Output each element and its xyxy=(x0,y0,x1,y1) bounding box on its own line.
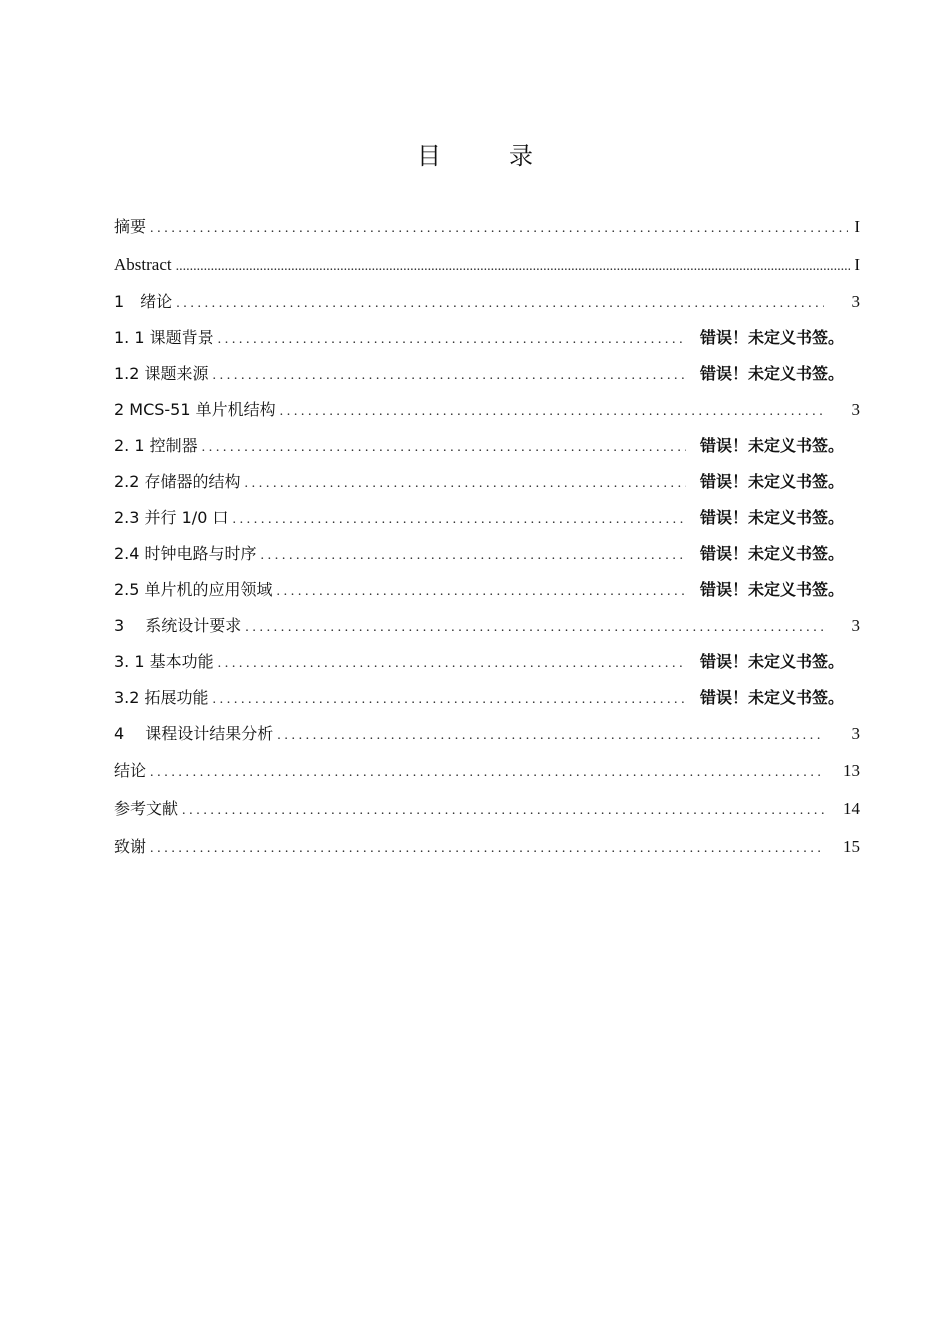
toc-leader-dots xyxy=(150,210,848,248)
toc-leader-dots xyxy=(277,574,686,610)
toc-entry-label: 2.5 单片机的应用领域 xyxy=(114,580,273,599)
toc-entry-label: 摘要 xyxy=(114,217,147,236)
toc-leader-dots xyxy=(182,792,824,830)
toc-leader-dots xyxy=(277,718,824,754)
toc-entry-page: I xyxy=(854,217,860,236)
toc-entry-error: 错误！未定义书签。 xyxy=(699,472,844,491)
toc-leader-dots xyxy=(213,358,686,394)
toc-entry-abstract-en[interactable] xyxy=(114,246,860,284)
toc-entry-acknowledgements[interactable] xyxy=(114,828,860,866)
toc-entry-references[interactable] xyxy=(114,790,860,828)
toc-entry-label: 4 课程设计结果分析 xyxy=(114,724,274,743)
toc-entry-label: 3 系统设计要求 xyxy=(114,616,242,635)
toc-entry-chapter-4[interactable] xyxy=(114,716,860,752)
toc-entry-page: 3 xyxy=(851,724,860,743)
toc-entry-error: 错误！未定义书签。 xyxy=(699,688,844,707)
toc-entry-page: I xyxy=(854,255,860,274)
toc-entry-error: 错误！未定义书签。 xyxy=(699,508,844,527)
toc-leader-dots xyxy=(218,646,686,682)
toc-entry-label: 致谢 xyxy=(114,837,147,856)
toc-leader-dots xyxy=(150,754,824,792)
toc-entry-page: 13 xyxy=(843,761,860,780)
table-of-contents xyxy=(114,208,860,866)
toc-entry-error: 错误！未定义书签。 xyxy=(699,580,844,599)
toc-leader-dots xyxy=(176,286,824,322)
toc-entry-page: 14 xyxy=(843,799,860,818)
toc-entry-section-2-1[interactable] xyxy=(114,428,860,464)
toc-entry-page: 3 xyxy=(851,616,860,635)
toc-entry-section-1-1[interactable] xyxy=(114,320,860,356)
toc-entry-conclusion[interactable] xyxy=(114,752,860,790)
toc-leader-dots xyxy=(150,830,824,868)
toc-entry-label: 3. 1 基本功能 xyxy=(114,652,214,671)
toc-entry-label: 2.2 存储器的结构 xyxy=(114,472,241,491)
toc-leader-dots xyxy=(176,248,851,286)
toc-leader-dots xyxy=(261,538,686,574)
toc-entry-section-2-2[interactable] xyxy=(114,464,860,500)
toc-entry-label: 1. 1 课题背景 xyxy=(114,328,214,347)
toc-entry-label: 参考文献 xyxy=(114,799,179,818)
toc-entry-label: 结论 xyxy=(114,761,147,780)
toc-leader-dots xyxy=(232,502,686,538)
toc-entry-chapter-2[interactable] xyxy=(114,392,860,428)
toc-entry-error: 错误！未定义书签。 xyxy=(699,544,844,563)
toc-entry-label: 1.2 课题来源 xyxy=(114,364,209,383)
toc-entry-section-3-2[interactable] xyxy=(114,680,860,716)
toc-entry-label: 1 绪论 xyxy=(114,292,173,311)
toc-entry-chapter-1[interactable] xyxy=(114,284,860,320)
toc-entry-label: 2. 1 控制器 xyxy=(114,436,198,455)
toc-entry-section-1-2[interactable] xyxy=(114,356,860,392)
toc-leader-dots xyxy=(280,394,824,430)
toc-entry-page: 3 xyxy=(851,292,860,311)
toc-entry-abstract-cn[interactable] xyxy=(114,208,860,246)
toc-leader-dots xyxy=(213,682,686,718)
toc-entry-section-2-5[interactable] xyxy=(114,572,860,608)
toc-leader-dots xyxy=(218,322,686,358)
toc-entry-label: 2.3 并行 1/0 口 xyxy=(114,508,229,527)
toc-entry-section-3-1[interactable] xyxy=(114,644,860,680)
toc-entry-label: 3.2 拓展功能 xyxy=(114,688,209,707)
toc-entry-page: 3 xyxy=(851,400,860,419)
toc-entry-section-2-4[interactable] xyxy=(114,536,860,572)
toc-entry-error: 错误！未定义书签。 xyxy=(699,328,844,347)
toc-entry-error: 错误！未定义书签。 xyxy=(699,436,844,455)
toc-entry-section-2-3[interactable] xyxy=(114,500,860,536)
toc-entry-label: 2.4 时钟电路与时序 xyxy=(114,544,257,563)
toc-entry-page: 15 xyxy=(843,837,860,856)
toc-leader-dots xyxy=(245,610,824,646)
toc-entry-error: 错误！未定义书签。 xyxy=(699,652,844,671)
toc-entry-label: 2 MCS-51 单片机结构 xyxy=(114,400,276,419)
page-title: 目 录 xyxy=(417,142,555,171)
toc-leader-dots xyxy=(245,466,686,502)
toc-entry-label: Abstract xyxy=(114,255,172,274)
toc-entry-chapter-3[interactable] xyxy=(114,608,860,644)
toc-entry-error: 错误！未定义书签。 xyxy=(699,364,844,383)
toc-leader-dots xyxy=(202,430,686,466)
